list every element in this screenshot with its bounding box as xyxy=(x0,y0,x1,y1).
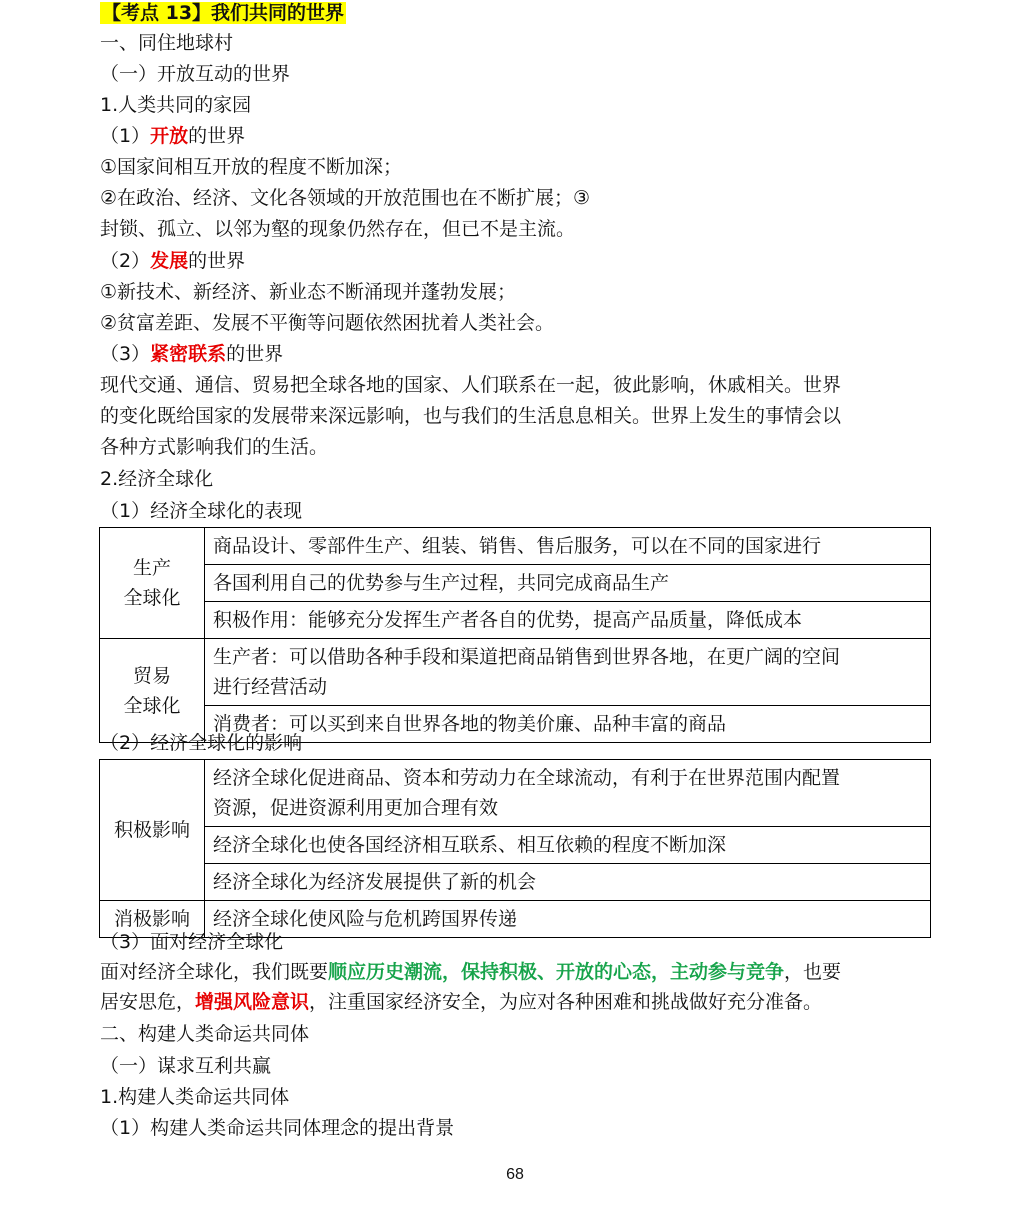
production-head-line-1: 生产 xyxy=(132,557,171,579)
negative-impact-row-1: 经济全球化使风险与危机跨国界传递 xyxy=(205,901,931,938)
performance-heading: （1）经济全球化的表现 xyxy=(100,500,303,522)
linked-world-heading xyxy=(100,341,283,367)
trade-head-line-2: 全球化 xyxy=(123,694,181,717)
page-number: 68 xyxy=(506,1166,524,1183)
subsection-heading-1: （一）开放互动的世界 xyxy=(100,63,291,85)
item-heading-3: 1.构建人类命运共同体 xyxy=(100,1086,290,1108)
linked-world-paragraph-line-1: 现代交通、通信、贸易把全球各地的国家、人们联系在一起，彼此影响，休戚相关。世界 xyxy=(100,374,842,396)
table-row xyxy=(100,827,931,864)
table-row xyxy=(100,528,931,565)
linked-world-prefix: （3） xyxy=(100,343,151,365)
trade-row-2: 消费者：可以买到来自世界各地的物美价廉、品种丰富的商品 xyxy=(205,706,931,743)
table-row xyxy=(100,602,931,639)
positive-impact-head-cell: 积极影响 xyxy=(100,760,205,901)
positive-impact-row-3: 经济全球化为经济发展提供了新的机会 xyxy=(205,864,931,901)
table-row xyxy=(100,864,931,901)
negative-impact-head-cell: 消极影响 xyxy=(100,901,205,938)
positive-impact-row-1-line-1: 经济全球化促进商品、资本和劳动力在全球流动，有利于在世界范围内配置 xyxy=(213,767,841,789)
production-row-2: 各国利用自己的优势参与生产过程，共同完成商品生产 xyxy=(205,565,931,602)
linked-world-suffix: 的世界 xyxy=(226,343,284,365)
facing-paragraph-line-1 xyxy=(100,959,841,985)
globalization-impact-table xyxy=(99,759,931,938)
dev-world-heading xyxy=(100,248,245,274)
background-heading: （1）构建人类命运共同体理念的提出背景 xyxy=(100,1117,455,1139)
open-world-line-3: 封锁、孤立、以邻为壑的现象仍然存在，但已不是主流。 xyxy=(100,218,576,240)
impact-heading: （2）经济全球化的影响 xyxy=(100,732,303,754)
production-head-cell xyxy=(100,528,205,639)
trade-row-1 xyxy=(205,639,931,706)
facing-line-2-suffix: ，注重国家经济安全，为应对各种困难和挑战做好充分准备。 xyxy=(309,991,823,1013)
section-heading-2: 二、构建人类命运共同体 xyxy=(100,1023,310,1045)
facing-line-1-prefix: 面对经济全球化，我们既要 xyxy=(100,961,329,983)
open-world-keyword: 开放 xyxy=(150,125,189,147)
dev-world-keyword: 发展 xyxy=(150,250,189,272)
facing-line-2-keyword: 增强风险意识 xyxy=(195,991,310,1013)
open-world-suffix: 的世界 xyxy=(188,125,246,147)
item-heading-2: 2.经济全球化 xyxy=(100,468,214,490)
dev-world-line-2: ②贫富差距、发展不平衡等问题依然困扰着人类社会。 xyxy=(100,312,555,334)
linked-world-paragraph-line-3: 各种方式影响我们的生活。 xyxy=(100,436,329,458)
trade-row-1-line-1: 生产者：可以借助各种手段和渠道把商品销售到世界各地，在更广阔的空间 xyxy=(213,646,841,668)
trade-head-line-1: 贸易 xyxy=(132,664,171,687)
subsection-heading-2: （一）谋求互利共赢 xyxy=(100,1055,272,1077)
facing-line-1-suffix: ，也要 xyxy=(784,961,842,983)
open-world-line-1: ①国家间相互开放的程度不断加深； xyxy=(100,156,403,178)
linked-world-keyword: 紧密联系 xyxy=(150,343,227,365)
dev-world-line-1: ①新技术、新经济、新业态不断涌现并蓬勃发展； xyxy=(100,281,517,303)
facing-line-2-prefix: 居安思危， xyxy=(100,991,196,1013)
facing-paragraph-line-2 xyxy=(100,989,822,1015)
open-world-line-2: ②在政治、经济、文化各领域的开放范围也在不断扩展；③ xyxy=(100,187,591,209)
section-heading-1: 一、同住地球村 xyxy=(100,32,234,54)
table-row xyxy=(100,565,931,602)
positive-impact-row-1 xyxy=(205,760,931,827)
production-row-1: 商品设计、零部件生产、组装、销售、售后服务，可以在不同的国家进行 xyxy=(205,528,931,565)
positive-impact-row-2: 经济全球化也使各国经济相互联系、相互依赖的程度不断加深 xyxy=(205,827,931,864)
topic-title xyxy=(100,0,346,26)
dev-world-prefix: （2） xyxy=(100,250,151,272)
topic-title-text: 【考点 13】我们共同的世界 xyxy=(102,2,345,24)
open-world-heading xyxy=(100,123,245,149)
production-row-3: 积极作用：能够充分发挥生产者各自的优势，提高产品质量，降低成本 xyxy=(205,602,931,639)
linked-world-paragraph-line-2: 的变化既给国家的发展带来深远影响，也与我们的生活息息相关。世界上发生的事情会以 xyxy=(100,405,842,427)
facing-heading: （3）面对经济全球化 xyxy=(100,931,284,953)
positive-impact-row-1-line-2: 资源，促进资源利用更加合理有效 xyxy=(213,797,499,819)
item-heading-1: 1.人类共同的家园 xyxy=(100,94,252,116)
production-head-line-2: 全球化 xyxy=(123,587,181,609)
open-world-prefix: （1） xyxy=(100,125,151,147)
dev-world-suffix: 的世界 xyxy=(188,250,246,272)
table-row xyxy=(100,639,931,706)
trade-head-cell xyxy=(100,639,205,743)
globalization-performance-table xyxy=(99,527,931,743)
facing-line-1-keyword: 顺应历史潮流，保持积极、开放的心态，主动参与竞争 xyxy=(328,961,785,983)
table-row xyxy=(100,760,931,827)
trade-row-1-line-2: 进行经营活动 xyxy=(213,676,328,698)
